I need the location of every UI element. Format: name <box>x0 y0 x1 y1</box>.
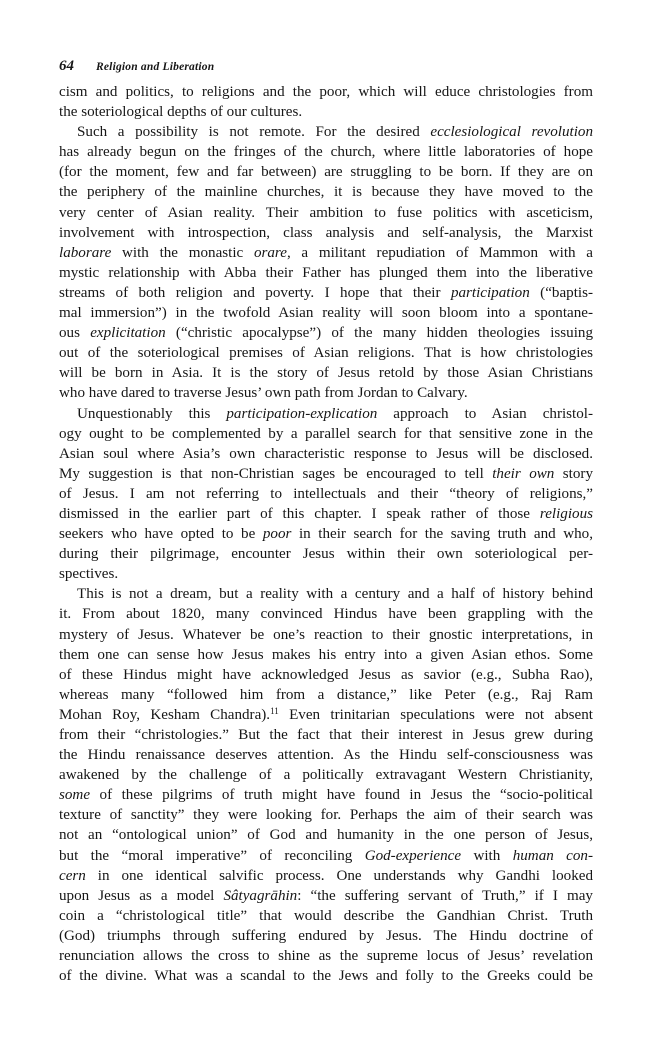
text-segment: awakened by the challenge of a politically extravagant Western Christianity, <box>59 767 593 784</box>
text-segment: seekers who have opted to be <box>59 526 263 543</box>
text-segment: of these Hindus might have acknowledged Jesus as savior (e.g., Subha Rao), <box>59 666 593 683</box>
text-line <box>59 223 593 243</box>
text-segment: , a militant repudiation of Mammon with a <box>286 244 593 261</box>
text-line <box>59 203 593 223</box>
italic-text: religious <box>539 505 593 522</box>
text-line <box>59 645 593 665</box>
book-title: Religion and Liberation <box>96 61 215 73</box>
text-segment: during their pilgrimage, encounter Jesus within their own soteriological per- <box>59 546 593 563</box>
text-line <box>59 424 593 444</box>
body-text <box>59 82 593 986</box>
text-segment: has already begun on the fringes of the church, where little laboratories of hope <box>59 144 593 161</box>
text-segment: coin a “christological title” that would describe the Gandhian Christ. Truth <box>59 907 593 924</box>
text-segment: very center of Asian reality. Their ambition to fuse politics with asceticism, <box>59 204 593 221</box>
text-segment: Mohan Roy, Kesham Chandra). <box>59 706 271 723</box>
text-segment: streams of both religion and poverty. I hope that their <box>59 284 451 301</box>
text-line <box>59 122 593 142</box>
text-line <box>59 966 593 986</box>
text-line <box>59 846 593 866</box>
text-line <box>59 404 593 424</box>
text-segment: This is not a dream, but a reality with a century and a half of history behind <box>77 586 593 603</box>
text-line <box>59 142 593 162</box>
text-line <box>59 906 593 926</box>
text-line <box>59 162 593 182</box>
text-segment: in their search for the saving truth and who, <box>291 526 594 543</box>
text-segment: whereas many “followed him from a distance,” like Peter (e.g., Raj Ram <box>59 686 593 703</box>
text-line <box>59 343 593 363</box>
text-segment: mystery of Jesus. Whatever be one’s reaction to their gnostic interpretations, in <box>59 626 593 643</box>
text-segment: with <box>461 847 513 864</box>
text-line <box>59 765 593 785</box>
italic-text: participation-explication <box>226 405 378 422</box>
text-line <box>59 383 593 403</box>
text-line <box>59 82 593 102</box>
text-segment: upon Jesus as a model <box>59 887 224 904</box>
text-segment: not an “ontological union” of God and humanity in the one person of Jesus, <box>59 827 593 844</box>
text-segment: the periphery of the mainline churches, it is because they have moved to the <box>59 184 593 201</box>
text-segment: cism and politics, to religions and the poor, which will educe christologies from <box>59 84 593 100</box>
italic-text: orare <box>253 244 287 261</box>
text-segment: from their “christologies.” But the fact that their interest in Jesus grew during <box>59 727 593 743</box>
text-line <box>59 926 593 946</box>
text-line <box>59 886 593 906</box>
text-segment: with the monastic <box>111 244 254 261</box>
text-line <box>59 805 593 825</box>
text-segment: (“christic apocalypse”) of the many hidden theologies issuing <box>165 325 593 342</box>
text-line <box>59 785 593 805</box>
text-segment: Unquestionably this <box>77 405 227 422</box>
text-segment: (God) triumphs through suffering endured by Jesus. The Hindu doctrine of <box>59 927 593 944</box>
italic-text: participation <box>450 284 530 301</box>
text-segment: (“baptis- <box>529 284 593 301</box>
text-line <box>59 564 593 584</box>
text-segment: texture of sanctity” they were looking for. Perhaps the aim of their search was <box>59 807 593 824</box>
text-line <box>59 584 593 604</box>
text-segment: Such a possibility is not remote. For the desired <box>77 124 431 141</box>
text-line <box>59 484 593 504</box>
text-line <box>59 625 593 645</box>
text-line <box>59 544 593 564</box>
text-segment: involvement with introspection, class analysis and self-analysis, the Marxist <box>59 224 593 241</box>
italic-text: laborare <box>59 244 112 261</box>
text-line <box>59 504 593 524</box>
text-segment: in one identical salvific process. One understands why Gandhi looked <box>85 867 593 884</box>
text-line <box>59 705 593 725</box>
text-segment: My suggestion is that non-Christian sages be encouraged to tell <box>59 465 493 482</box>
text-segment: them one can sense how Jesus makes his entry into a given Asian ethos. Some <box>59 646 593 663</box>
text-segment: mystic relationship with Abba their Father has plunged them into the liberative <box>59 264 593 281</box>
text-segment: mal immersion”) in the twofold Asian reality will soon bloom into a spontane- <box>59 305 593 322</box>
text-line <box>59 725 593 745</box>
page-number: 64 <box>59 58 74 74</box>
italic-text: cern <box>59 867 86 884</box>
text-segment: ogy ought to be complemented by a parallel search for that sensitive zone in the <box>59 425 593 442</box>
text-line <box>59 685 593 705</box>
running-head <box>59 58 593 75</box>
text-segment: renunciation allows the cross to shine as the supreme locus of Jesus’ revelation <box>59 948 593 965</box>
text-segment: of the divine. What was a scandal to the Jews and folly to the Greeks could be <box>59 968 593 985</box>
italic-text: their own <box>492 465 555 482</box>
text-segment: spectives. <box>59 566 119 583</box>
text-line <box>59 283 593 303</box>
text-segment: : “the suffering servant of Truth,” if I may <box>297 887 593 904</box>
text-line <box>59 363 593 383</box>
text-line <box>59 825 593 845</box>
text-segment: but the “moral imperative” of reconciling <box>59 847 365 864</box>
text-segment: story <box>554 465 593 482</box>
text-line <box>59 464 593 484</box>
text-segment: dismissed in the earlier part of this chapter. I speak rather of those <box>59 505 540 522</box>
italic-text: God-experience <box>364 847 462 864</box>
text-segment: the soteriological depths of our cultures. <box>59 104 303 121</box>
text-segment: it. From about 1820, many convinced Hindus have been grappling with the <box>59 606 593 623</box>
text-segment: Asian soul where Asia’s own characteristic response to Jesus will be disclosed. <box>59 445 593 462</box>
text-line <box>59 243 593 263</box>
text-line <box>59 665 593 685</box>
text-line <box>59 263 593 283</box>
italic-text: Sâtyagrāhin <box>223 887 298 904</box>
text-segment: will be born in Asia. It is the story of Jesus retold by those Asian Christians <box>59 365 593 382</box>
text-line <box>59 102 593 122</box>
text-segment: ous <box>59 325 91 342</box>
text-line <box>59 866 593 886</box>
italic-text: ecclesiological revolution <box>430 124 593 141</box>
italic-text: poor <box>262 526 292 543</box>
text-line <box>59 323 593 343</box>
text-line <box>59 604 593 624</box>
text-segment: Even trinitarian speculations were not absent <box>278 706 593 723</box>
italic-text: explicitation <box>90 325 166 342</box>
text-segment: of these pilgrims of truth might have found in Jesus the “socio-political <box>90 787 593 804</box>
text-segment: the Hindu renaissance deserves attention. As the Hindu self-consciousness was <box>59 747 593 764</box>
text-segment: of Jesus. I am not referring to intellectuals and their “theory of religions,” <box>59 485 593 502</box>
text-line <box>59 182 593 202</box>
text-segment: out of the soteriological premises of Asian religions. That is how christologies <box>59 345 593 362</box>
text-line <box>59 745 593 765</box>
text-line <box>59 524 593 544</box>
italic-text: human con- <box>512 847 594 864</box>
text-line <box>59 303 593 323</box>
italic-text: some <box>59 787 91 804</box>
text-segment: approach to Asian christol- <box>377 405 593 422</box>
text-line <box>59 444 593 464</box>
text-segment: (for the moment, few and far between) are struggling to be born. If they are on <box>59 164 593 181</box>
text-segment: who have dared to traverse Jesus’ own path from Jordan to Calvary. <box>59 385 468 402</box>
footnote-marker: 11 <box>270 705 279 716</box>
text-line <box>59 946 593 966</box>
